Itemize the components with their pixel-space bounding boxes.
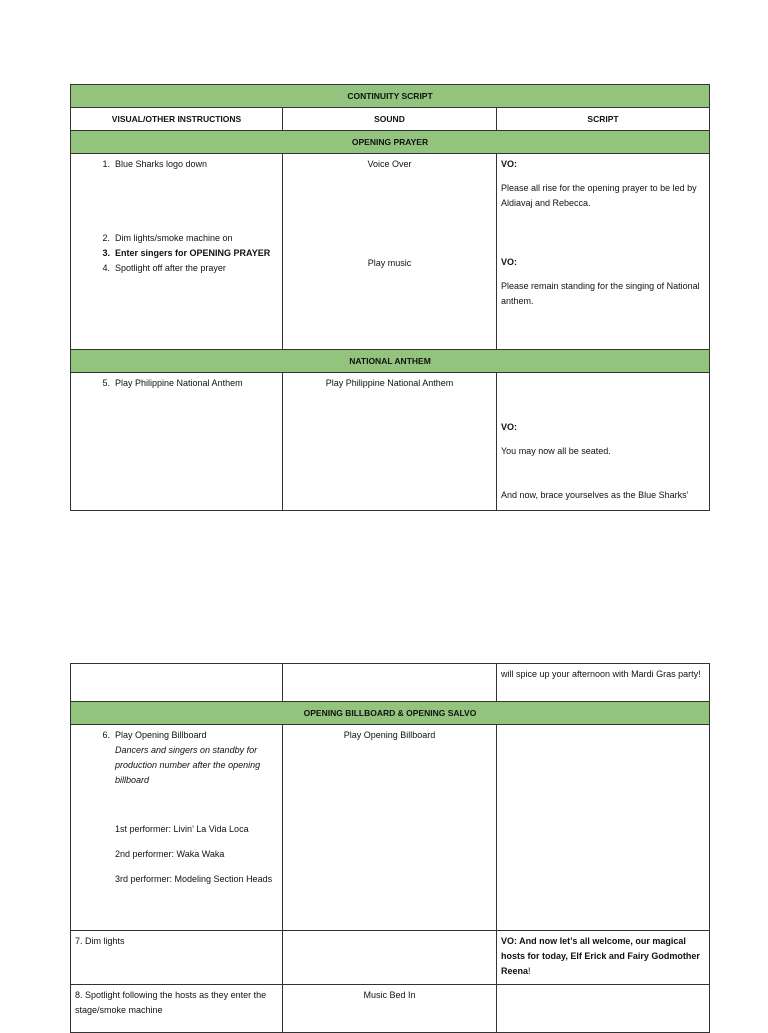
- table-row: [71, 725, 710, 931]
- script-cell: [497, 373, 710, 511]
- script-cell: [497, 154, 710, 350]
- script-cell: [497, 985, 710, 1033]
- table-row: [71, 664, 710, 702]
- header-sound: SOUND: [283, 108, 497, 131]
- section-opening-prayer: OPENING PRAYER: [71, 131, 710, 154]
- visual-cell: [71, 664, 283, 702]
- visual-cell: [71, 373, 283, 511]
- sound-cell: [283, 931, 497, 985]
- standby-note: Dancers and singers on standby for production number after the opening billboard: [115, 745, 261, 785]
- sound-cell: [283, 154, 497, 350]
- script-text: You may now all be seated.: [501, 446, 611, 456]
- script-text: VO: And now let’s all welcome, our magical hosts for today, Elf Erick and Fairy Godmother Reena: [501, 936, 700, 976]
- script-cell: will spice up your afternoon with Mardi Gras party!: [497, 664, 710, 702]
- script-text: Please remain standing for the singing of National anthem.: [501, 281, 700, 306]
- visual-cell: [71, 154, 283, 350]
- continuity-script-table: [70, 84, 710, 511]
- table-row: [71, 931, 710, 985]
- visual-cell: 7. Dim lights: [71, 931, 283, 985]
- table-row: [71, 985, 710, 1033]
- list-item: 3. Enter singers for OPENING PRAYER: [102, 248, 271, 258]
- list-item: 2. Dim lights/smoke machine on: [102, 233, 233, 243]
- sound-cell: [283, 725, 497, 931]
- script-cell: VO: And now let’s all welcome, our magical hosts for today, Elf Erick and Fairy Godmother Reena!: [497, 931, 710, 985]
- list-item: 1. Blue Sharks logo down: [102, 159, 208, 169]
- header-visual: VISUAL/OTHER INSTRUCTIONS: [71, 108, 283, 131]
- table-row: [71, 154, 710, 350]
- script-text: Please all rise for the opening prayer to be led by Aldiavaj and Rebecca.: [501, 183, 697, 208]
- sound-cell: Music Bed In: [283, 985, 497, 1033]
- sound-text: Voice Over: [367, 159, 412, 169]
- visual-cell: 8. Spotlight following the hosts as they enter the stage/smoke machine: [71, 985, 283, 1033]
- sound-text: Play Opening Billboard: [343, 730, 436, 740]
- script-text: And now, brace yourselves as the Blue Sharks’: [501, 490, 689, 500]
- header-script: SCRIPT: [497, 108, 710, 131]
- performer-item: 1st performer: Livin’ La Vida Loca: [115, 824, 249, 834]
- list-item: 6. Play Opening Billboard: [102, 730, 207, 740]
- section-national-anthem: NATIONAL ANTHEM: [71, 350, 710, 373]
- vo-label: VO:: [501, 257, 518, 267]
- sound-text: Play Philippine National Anthem: [325, 378, 454, 388]
- sound-text: Play music: [367, 258, 412, 268]
- script-cell: [497, 725, 710, 931]
- sound-cell: [283, 373, 497, 511]
- list-item: 4. Spotlight off after the prayer: [102, 263, 226, 273]
- list-item: 5. Play Philippine National Anthem: [102, 378, 243, 388]
- sound-cell: [283, 664, 497, 702]
- continuity-script-table-continued: [70, 663, 710, 1033]
- table-row: [71, 373, 710, 511]
- vo-label: VO:: [501, 422, 518, 432]
- vo-label: VO:: [501, 159, 518, 169]
- table-title: CONTINUITY SCRIPT: [71, 85, 710, 108]
- visual-cell: [71, 725, 283, 931]
- section-opening-billboard: OPENING BILLBOARD & OPENING SALVO: [71, 702, 710, 725]
- performer-item: 2nd performer: Waka Waka: [115, 849, 225, 859]
- performer-item: 3rd performer: Modeling Section Heads: [115, 874, 273, 884]
